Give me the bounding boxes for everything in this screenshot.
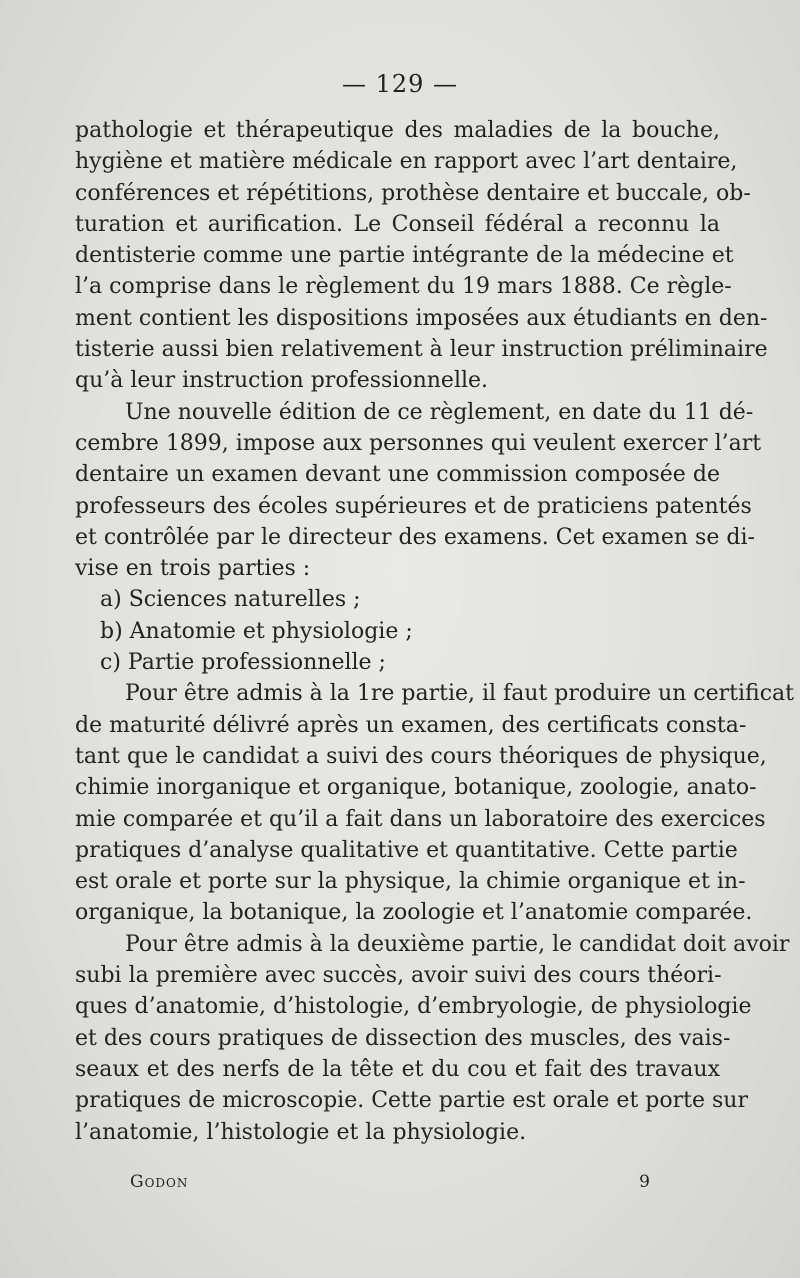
list-item: c) Partie professionnelle ;: [100, 650, 386, 676]
text-line: Pour être admis à la 1re partie, il faut produire un certificat: [125, 681, 794, 707]
text-line: subi la première avec succès, avoir suivi des cours théori-: [75, 963, 722, 989]
text-line: pratiques de microscopie. Cette partie est orale et porte sur: [75, 1088, 748, 1114]
text-line: pathologie et thérapeutique des maladies de la bouche,: [75, 118, 720, 143]
text-line: qu’à leur instruction professionnelle.: [75, 368, 489, 394]
text-line: hygiène et matière médicale en rapport avec l’art dentaire,: [75, 149, 738, 175]
text-line: et contrôlée par le directeur des examens. Cet examen se di-: [75, 524, 755, 550]
text-line: organique, la botanique, la zoologie et l’anatomie comparée.: [75, 900, 753, 926]
text-line: dentaire un examen devant une commission composée de: [75, 462, 720, 488]
text-line: l’anatomie, l’histologie et la physiologie.: [75, 1119, 527, 1145]
text-line: de maturité délivré après un examen, des certificats consta-: [75, 712, 747, 738]
text-line: l’a comprise dans le règlement du 19 mars 1888. Ce règle-: [75, 274, 732, 300]
footer-signature-mark: 9: [639, 1172, 650, 1192]
text-line: mie comparée et qu’il a fait dans un laboratoire des exercices: [75, 806, 766, 832]
text-line: professeurs des écoles supérieures et de praticiens patentés: [75, 493, 752, 519]
running-head-page-number: — 129 —: [341, 70, 459, 98]
text-line: tant que le candidat a suivi des cours théoriques de physique,: [75, 743, 767, 769]
footer-author-signature: Godon: [130, 1172, 189, 1192]
list-item: b) Anatomie et physiologie ;: [100, 618, 413, 644]
text-line: dentisterie comme une partie intégrante de la médecine et: [75, 243, 734, 269]
text-line: turation et aurification. Le Conseil fédéral a reconnu la: [75, 211, 720, 237]
text-line: pratiques d’analyse qualitative et quantitative. Cette partie: [75, 837, 738, 863]
text-line: cembre 1899, impose aux personnes qui veulent exercer l’art: [75, 430, 762, 456]
text-line: ment contient les dispositions imposées aux étudiants en den-: [75, 305, 768, 331]
body-text: [75, 115, 794, 1148]
text-line: conférences et répétitions, prothèse dentaire et buccale, ob-: [75, 180, 751, 206]
list-item: a) Sciences naturelles ;: [100, 587, 361, 613]
text-line: seaux et des nerfs de la tête et du cou et fait des travaux: [75, 1056, 720, 1082]
text-line: Une nouvelle édition de ce règlement, en date du 11 dé-: [125, 399, 754, 425]
text-line: ques d’anatomie, d’histologie, d’embryologie, de physiologie: [75, 994, 752, 1020]
text-line: chimie inorganique et organique, botanique, zoologie, anato-: [75, 775, 757, 801]
text-line: est orale et porte sur la physique, la chimie organique et in-: [75, 869, 746, 895]
text-line: Pour être admis à la deuxième partie, le candidat doit avoir: [125, 931, 790, 957]
text-line: vise en trois parties :: [75, 556, 311, 582]
text-line: et des cours pratiques de dissection des muscles, des vais-: [75, 1025, 731, 1051]
text-line: tisterie aussi bien relativement à leur instruction préliminaire: [75, 337, 768, 363]
